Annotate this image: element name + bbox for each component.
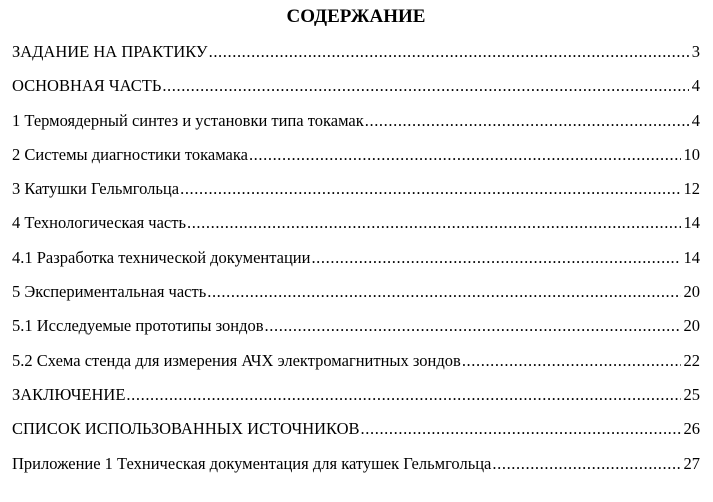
toc-leader-dots bbox=[311, 248, 680, 268]
toc-leader-dots bbox=[249, 145, 681, 165]
toc-entry-page: 10 bbox=[683, 144, 700, 164]
toc-entry-section-4-1[interactable] bbox=[12, 248, 700, 282]
toc-entry-page: 26 bbox=[683, 419, 700, 439]
toc-entry-section-2[interactable] bbox=[12, 145, 700, 179]
toc-entry-page: 20 bbox=[683, 282, 700, 302]
toc-entry-assignment[interactable] bbox=[12, 42, 700, 76]
toc-leader-dots bbox=[207, 282, 680, 302]
toc-leader-dots bbox=[462, 351, 681, 371]
table-of-contents bbox=[12, 42, 700, 488]
toc-entry-label: 4.1 Разработка технической документации bbox=[12, 247, 311, 267]
toc-entry-label: 2 Системы диагностики токамака bbox=[12, 144, 248, 164]
toc-entry-page: 22 bbox=[683, 350, 700, 370]
toc-entry-conclusion[interactable] bbox=[12, 385, 700, 419]
toc-entry-label: 5 Экспериментальная часть bbox=[12, 282, 207, 302]
toc-entry-label: Приложение 1 Техническая документация для катушек Гельмгольца bbox=[12, 453, 492, 473]
toc-leader-dots bbox=[492, 454, 680, 474]
toc-leader-dots bbox=[265, 316, 681, 336]
toc-title: СОДЕРЖАНИЕ bbox=[286, 6, 426, 27]
toc-entry-label: 5.2 Схема стенда для измерения АЧХ электромагнитных зондов bbox=[12, 350, 461, 370]
toc-entry-page: 14 bbox=[683, 247, 700, 267]
toc-entry-label: ЗАДАНИЕ НА ПРАКТИКУ bbox=[12, 42, 208, 61]
toc-entry-references[interactable] bbox=[12, 419, 700, 453]
toc-entry-section-1[interactable] bbox=[12, 111, 700, 145]
toc-entry-page: 14 bbox=[683, 213, 700, 233]
toc-entry-label: 4 Технологическая часть bbox=[12, 213, 186, 233]
toc-leader-dots bbox=[209, 42, 689, 62]
toc-entry-page: 25 bbox=[683, 384, 700, 404]
toc-entry-label: 5.1 Исследуемые прототипы зондов bbox=[12, 316, 264, 336]
toc-leader-dots bbox=[365, 111, 689, 131]
toc-entry-main-part[interactable] bbox=[12, 76, 700, 110]
toc-leader-dots bbox=[162, 76, 688, 96]
toc-leader-dots bbox=[180, 179, 680, 199]
toc-entry-section-5-1[interactable] bbox=[12, 316, 700, 350]
toc-leader-dots bbox=[187, 213, 681, 233]
toc-entry-label: ОСНОВНАЯ ЧАСТЬ bbox=[12, 76, 162, 96]
toc-entry-section-5-2[interactable] bbox=[12, 351, 700, 385]
toc-entry-appendix-1[interactable] bbox=[12, 454, 700, 488]
toc-entry-page: 27 bbox=[683, 453, 700, 473]
toc-entry-label: ЗАКЛЮЧЕНИЕ bbox=[12, 384, 126, 404]
toc-leader-dots bbox=[361, 419, 681, 439]
toc-leader-dots bbox=[126, 385, 680, 405]
toc-entry-section-4[interactable] bbox=[12, 213, 700, 247]
toc-entry-page: 20 bbox=[683, 316, 700, 336]
toc-entry-page: 3 bbox=[691, 42, 700, 61]
toc-entry-page: 4 bbox=[691, 110, 700, 130]
toc-entry-page: 4 bbox=[691, 76, 700, 96]
toc-entry-label: СПИСОК ИСПОЛЬЗОВАННЫХ ИСТОЧНИКОВ bbox=[12, 419, 360, 439]
toc-entry-page: 12 bbox=[683, 179, 700, 199]
toc-entry-section-3[interactable] bbox=[12, 179, 700, 213]
toc-entry-section-5[interactable] bbox=[12, 282, 700, 316]
toc-entry-label: 3 Катушки Гельмгольца bbox=[12, 179, 180, 199]
toc-entry-label: 1 Термоядерный синтез и установки типа токамак bbox=[12, 110, 364, 130]
